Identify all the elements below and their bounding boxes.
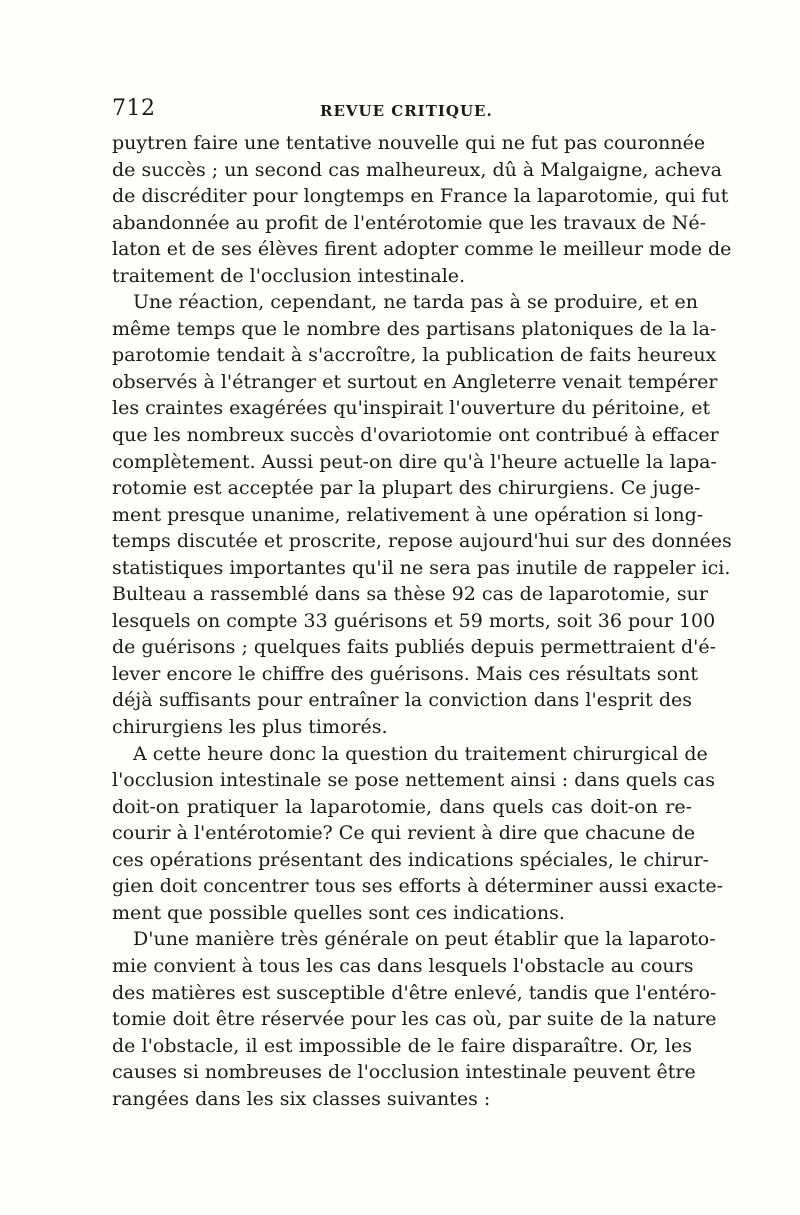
text-line: rotomie est acceptée par la plupart des chirurgiens. Ce juge- — [112, 477, 701, 500]
text-line: déjà suffisants pour entraîner la conviction dans l'esprit des — [112, 689, 692, 712]
text-line: rangées dans les six classes suivantes : — [112, 1087, 491, 1110]
paragraph — [112, 926, 717, 1112]
text-line: gien doit concentrer tous ses efforts à déterminer aussi exacte- — [112, 875, 724, 898]
page-number: 712 — [112, 96, 156, 121]
running-head: REVUE CRITIQUE. — [320, 102, 493, 120]
text-line: traitement de l'occlusion intestinale. — [112, 264, 466, 287]
paragraph — [112, 741, 724, 927]
text-line: lever encore le chiffre des guérisons. Mais ces résultats sont — [112, 662, 698, 685]
text-line: ces opérations présentant des indications spéciales, le chirur- — [112, 848, 710, 871]
text-line: laton et de ses élèves firent adopter comme le meilleur mode de — [112, 238, 732, 261]
text-line: de discréditer pour longtemps en France la laparotomie, qui fut — [112, 185, 729, 208]
text-line: temps discutée et proscrite, repose aujourd'hui sur des données — [112, 530, 732, 553]
paragraph — [112, 289, 732, 740]
text-line: de l'obstacle, il est impossible de le faire disparaître. Or, les — [112, 1034, 692, 1057]
text-line: puytren faire une tentative nouvelle qui ne fut pas couronnée — [112, 132, 706, 154]
text-line: parotomie tendait à s'accroître, la publication de faits heureux — [112, 344, 717, 367]
text-line: statistiques importantes qu'il ne sera pas inutile de rappeler ici. — [112, 556, 731, 579]
text-line: les craintes exagérées qu'inspirait l'ouverture du péritoine, et — [112, 397, 711, 420]
text-line: observés à l'étranger et surtout en Angleterre venait tempérer — [112, 370, 718, 393]
page-header — [112, 96, 692, 128]
text-line: Une réaction, cependant, ne tarda pas à se produire, et en — [133, 291, 699, 314]
text-line: des matières est susceptible d'être enlevé, tandis que l'entéro- — [112, 981, 717, 1004]
text-line: de guérisons ; quelques faits publiés depuis permettraient d'é- — [112, 636, 717, 659]
text-line: A cette heure donc la question du traitement chirurgical de — [133, 742, 708, 765]
text-line: l'occlusion intestinale se pose nettement ainsi : dans quels cas — [112, 769, 715, 792]
text-line: lesquels on compte 33 guérisons et 59 morts, soit 36 pour 100 — [112, 609, 716, 632]
text-line: complètement. Aussi peut-on dire qu'à l'heure actuelle la lapa- — [112, 450, 717, 473]
text-line: que les nombreux succès d'ovariotomie ont contribué à effacer — [112, 424, 719, 447]
text-line: ment presque unanime, relativement à une opération si long- — [112, 503, 704, 526]
text-line: de succès ; un second cas malheureux, dû à Malgaigne, acheva — [112, 158, 722, 181]
paragraph — [112, 130, 732, 289]
text-line: tomie doit être réservée pour les cas où, par suite de la nature — [112, 1008, 717, 1031]
text-line: chirurgiens les plus timorés. — [112, 716, 388, 739]
text-line: doit-on pratiquer la laparotomie, dans quels cas doit-on re- — [112, 795, 692, 818]
text-line: même temps que le nombre des partisans platoniques de la la- — [112, 317, 717, 340]
text-line: abandonnée au profit de l'entérotomie que les travaux de Né- — [112, 211, 707, 234]
text-line: mie convient à tous les cas dans lesquels l'obstacle au cours — [112, 954, 694, 977]
body-text — [112, 130, 732, 1112]
text-line: D'une manière très générale on peut établir que la laparoto- — [133, 928, 716, 951]
text-line: causes si nombreuses de l'occlusion intestinale peuvent être — [112, 1061, 696, 1084]
text-line: ment que possible quelles sont ces indications. — [112, 901, 565, 924]
text-line: Bulteau a rassemblé dans sa thèse 92 cas de laparotomie, sur — [112, 583, 709, 606]
text-line: courir à l'entérotomie? Ce qui revient à dire que chacune de — [112, 822, 696, 845]
